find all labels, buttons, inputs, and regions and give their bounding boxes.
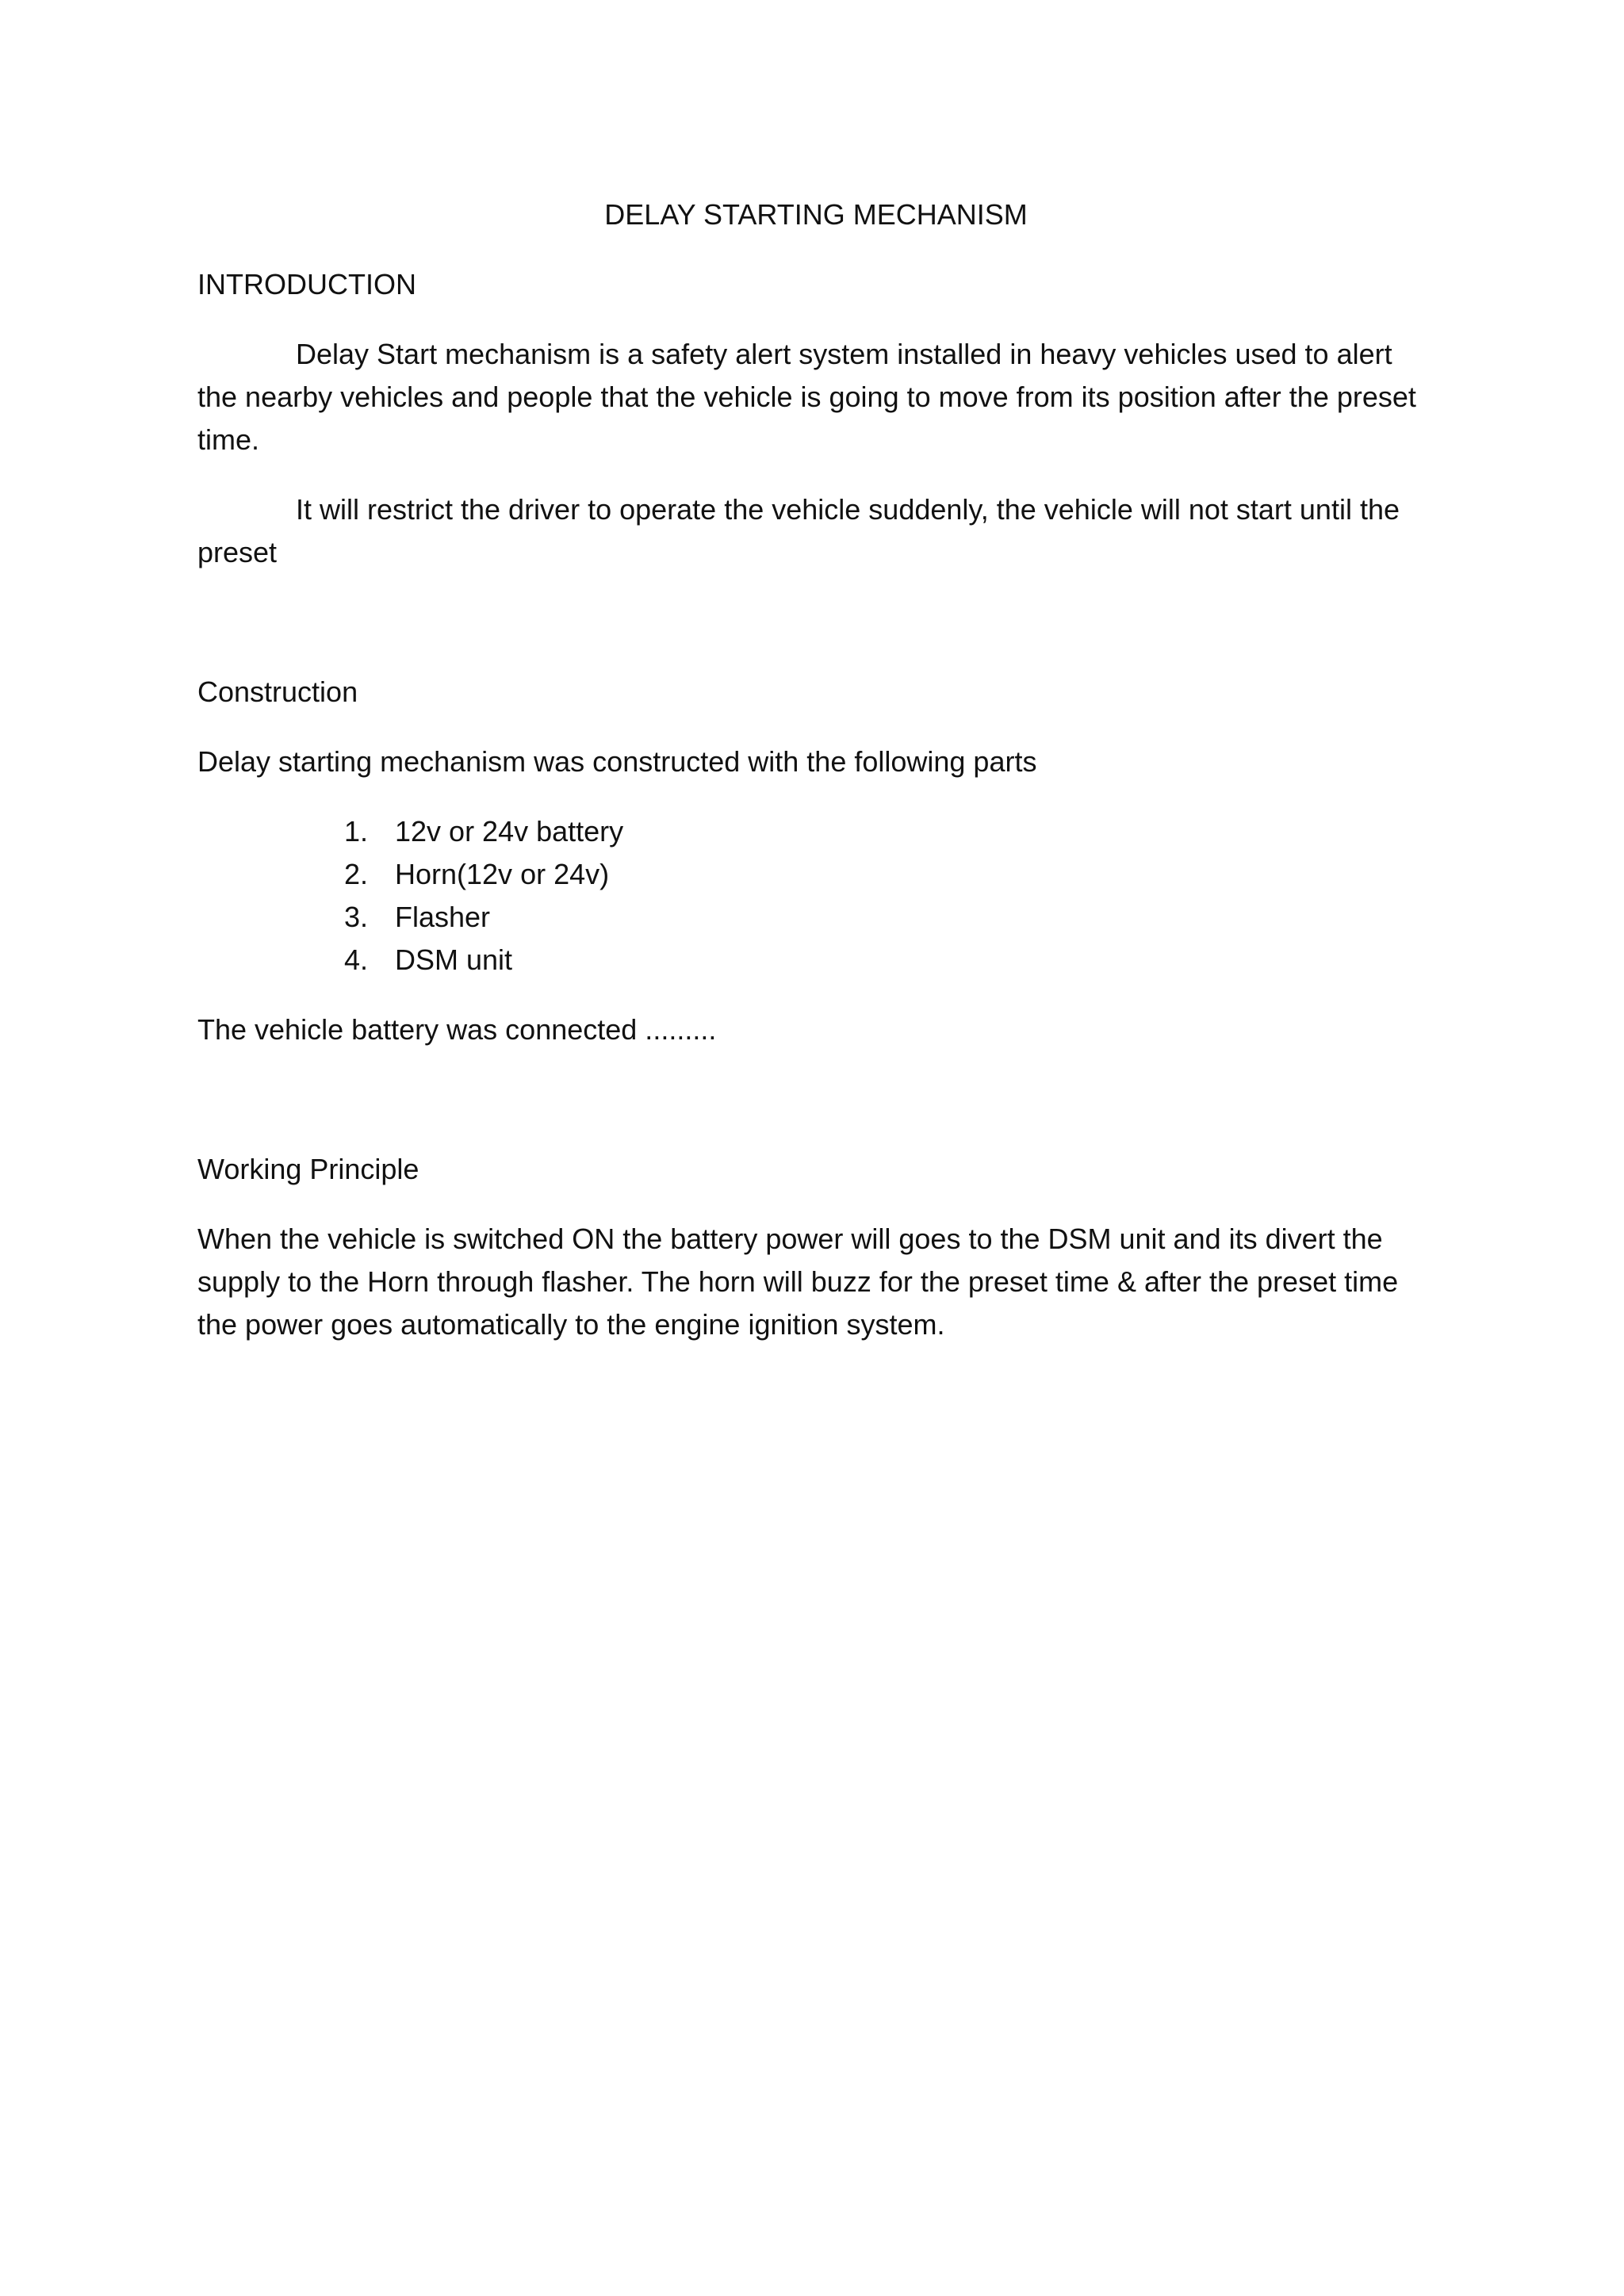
list-item-number: 4.	[344, 943, 369, 976]
list-item-number: 1.	[344, 815, 369, 848]
list-item-text: Flasher	[395, 901, 491, 933]
document-title: DELAY STARTING MECHANISM	[604, 198, 1028, 231]
document-body	[197, 193, 1434, 1373]
list-item-text: Horn(12v or 24v)	[395, 858, 610, 890]
section-spacer	[197, 601, 1434, 671]
construction-closing: The vehicle battery was connected .........	[197, 1013, 717, 1046]
list-item-text: 12v or 24v battery	[395, 815, 624, 848]
list-item-number: 2.	[344, 858, 369, 890]
introduction-paragraph-2: It will restrict the driver to operate the vehicle suddenly, the vehicle will not start until the preset	[197, 493, 1400, 568]
list-item-number: 3.	[344, 901, 369, 933]
section-spacer	[197, 1078, 1434, 1148]
working-principle-paragraph: When the vehicle is switched ON the battery power will goes to the DSM unit and its divert the supply to the Horn through flasher. The horn will buzz for the preset time & after the preset time the power goes automatically to the engine ignition system.	[197, 1223, 1399, 1341]
list-item-text: DSM unit	[395, 943, 513, 976]
introduction-paragraph-1: Delay Start mechanism is a safety alert system installed in heavy vehicles used to alert the nearby vehicles and people that the vehicle is going to move from its position after the preset time.	[197, 338, 1416, 456]
list-item	[344, 939, 1434, 982]
construction-intro: Delay starting mechanism was constructed with the following parts	[197, 745, 1037, 778]
construction-heading: Construction	[197, 675, 358, 708]
working-principle-heading: Working Principle	[197, 1153, 419, 1185]
list-item	[344, 810, 1434, 853]
list-item	[344, 896, 1434, 939]
introduction-heading: INTRODUCTION	[197, 268, 416, 300]
list-item	[344, 853, 1434, 896]
parts-list	[197, 810, 1434, 982]
